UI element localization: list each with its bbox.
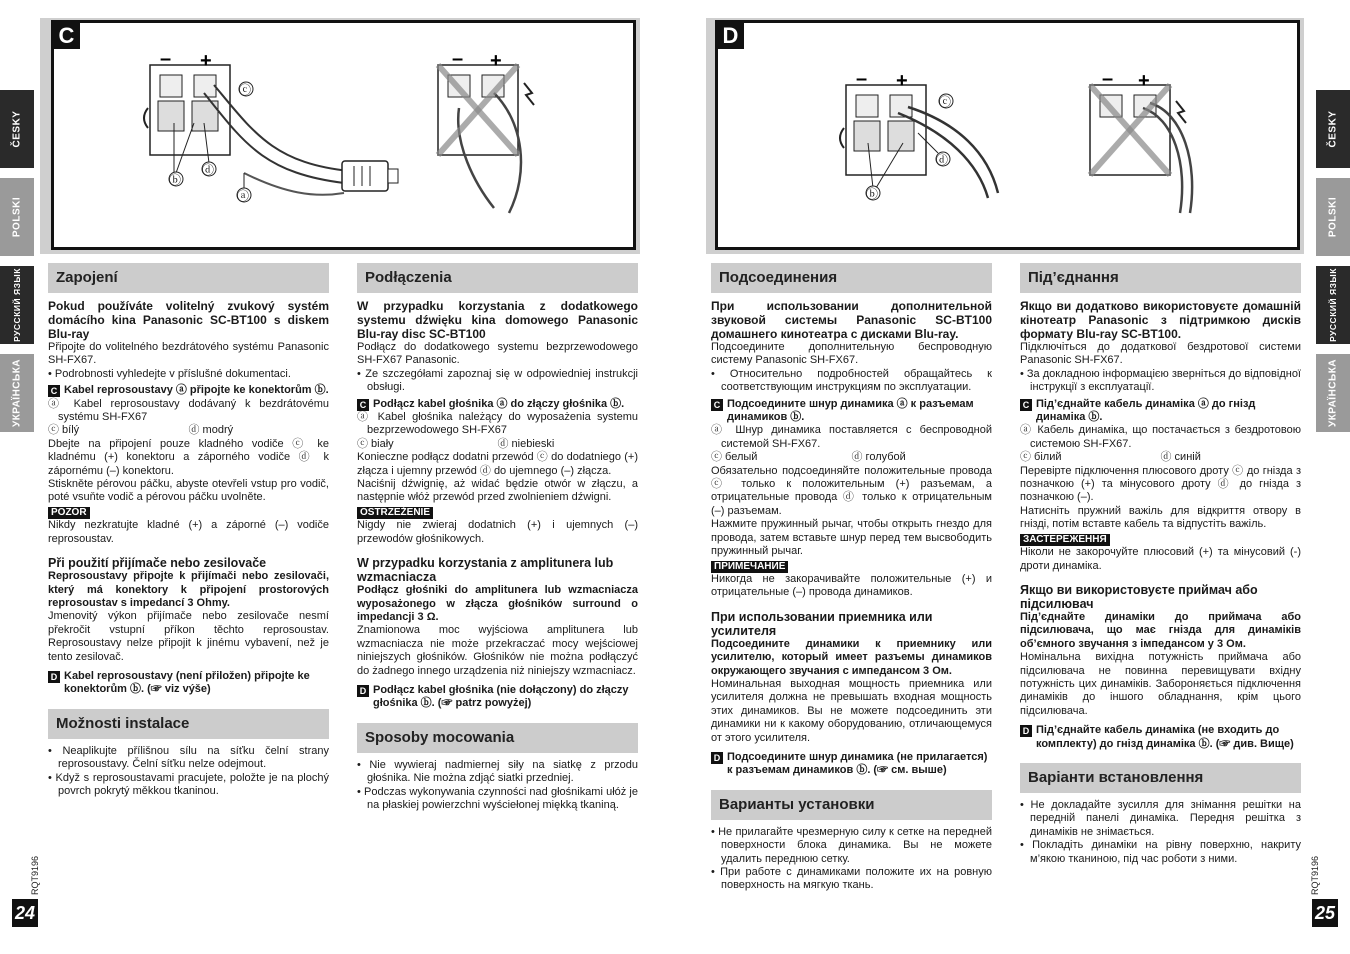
doc-code-left: RQT9196 (30, 855, 40, 895)
warning-badge: ПРИМЕЧАНИЕ (711, 561, 788, 573)
step-letter: D (1020, 725, 1032, 737)
color-d: ⓓ голубой (851, 451, 906, 464)
bullet: • Neaplikujte přílišnou sílu na síťku čelní strany reprosoustavy. Čelní síťku nelze odejmout. (48, 744, 329, 771)
figure-d-label-d: ⓓ (936, 153, 949, 167)
step-text: Під’єднайте кабель динаміка (не входить до комплекту) до гнізд динаміка ⓑ. (☞ див. Вище) (1036, 724, 1294, 750)
bullet: • Не прилагайте чрезмерную силу к сетке на передней поверхности блока динамика. Вы не можете удалить переднюю сетку. (711, 825, 992, 865)
figure-d-wrong-plus: + (1138, 70, 1150, 92)
step-d (711, 751, 992, 778)
bullet: • Když s reprosoustavami pracujete, položte je na plochý povrch pokrytý měkkou tkaninou. (48, 771, 329, 797)
tab-left-polski[interactable]: POLSKI (0, 178, 34, 256)
note-a: ⓐ Шнур динамика поставляется с беспроводной системой SH-FX67. (711, 424, 992, 450)
intro: W przypadku korzystania z dodatkowego systemu dźwięku kina domowego Panasonic Blu-ray disc SC-BT100 (357, 299, 638, 341)
paragraph: Обязательно подсоединяйте положительные провода ⓒ только к положительным (+) разъемам, а отрицательные провода ⓓ только к отрицательным (–) разъемам. (711, 464, 992, 517)
tab-left-ukrainska[interactable]: УКРАЇНСЬКА (0, 354, 34, 432)
color-pair (1020, 451, 1301, 464)
column-russian (711, 263, 992, 893)
color-d: ⓓ niebieski (497, 437, 555, 450)
paragraph: Stiskněte pérovou páčku, abyste otevřeli vstup pro vodič, poté vsuňte vodič a pérovou páčku uvolněte. (48, 478, 329, 504)
bold-paragraph: Podłącz głośniki do amplitunera lub wzmacniacza wyposażonego w złącza głośników surround o impedancji 3 Ω. (357, 584, 638, 623)
color-c: ⓒ белый (711, 451, 758, 464)
paragraph: Konieczne podłącz dodatni przewód ⓒ do dodatniego (+) złącza i ujemny przewód ⓓ do ujemnego (–) złącza. (357, 451, 638, 477)
paragraph: Nigdy nie zwieraj dodatnich (+) i ujemnych (–) przewodów głośnikowych. (357, 519, 638, 545)
step-letter: C (1020, 399, 1032, 411)
tab-left-russkiy[interactable]: РУССКИЙ ЯЗЫК (0, 266, 34, 344)
step-letter: D (48, 671, 60, 683)
section-title: Варіанти встановлення (1020, 763, 1301, 793)
bullet: • Nie wywieraj nadmiernej siły na siatkę z przodu głośnika. Nie można zdjąć siatki przedniej. (357, 758, 638, 785)
section-title: Варианты установки (711, 790, 992, 820)
step-letter: C (357, 399, 369, 411)
step-letter: C (711, 399, 723, 411)
doc-code-right: RQT9196 (1310, 855, 1320, 895)
step-d (1020, 724, 1301, 751)
figure-c-label-b: ⓑ (169, 173, 182, 187)
column-ukrainian (1020, 263, 1301, 866)
intro: При использовании дополнительной звуковой системы Panasonic SC-BT100 домашнего кинотеатра с дисками Blu-ray. (711, 299, 992, 341)
tab-right-ukrainska[interactable]: УКРАЇНСЬКА (1316, 354, 1350, 432)
bold-paragraph: Reprosoustavy připojte k přijímači nebo zesilovači, který má konektory k připojení prostorových reprosoustav s impedancí 3 Ohmy. (48, 570, 329, 609)
column-polish (357, 263, 638, 812)
subheading: W przypadku korzystania z amplitunera lub wzmacniacza (357, 556, 614, 585)
color-pair (48, 424, 329, 437)
bold-paragraph: Подсоедините динамики к приемнику или усилителю, который имеет разъемы динамиков окружающего звучания с импедансом 3 Ом. (711, 637, 992, 677)
figure-c (51, 20, 636, 250)
tab-right-cesky[interactable]: ČESKY (1316, 90, 1350, 168)
color-d: ⓓ синій (1160, 451, 1201, 464)
paragraph: Перевірте підключення плюсового дроту ⓒ до гнізда з позначкою (+) та мінусового дроту ⓓ до гнізда з позначкою (–). (1020, 464, 1301, 504)
paragraph: Připojte do volitelného bezdrátového systému Panasonic SH-FX67. (48, 341, 329, 367)
step-c (48, 384, 329, 397)
step-text: Podłącz kabel głośnika (nie dołączony) do złączy głośnika ⓑ. (☞ patrz powyżej) (373, 683, 629, 710)
color-c: ⓒ biały (357, 437, 394, 450)
figure-d-label-c: ⓒ (939, 95, 952, 109)
figure-c-letter: C (53, 22, 80, 49)
section-title: Podłączenia (357, 263, 638, 293)
warning-badge: OSTRZEŻENIE (357, 507, 433, 519)
paragraph: Dbejte na připojení pouze kladného vodiče ⓒ ke kladnému (+) konektoru a záporného vodiče ⓓ k zápornému (–) konektoru. (48, 437, 329, 477)
step-letter: C (48, 385, 60, 397)
bullet: • Podrobnosti vyhledejte v příslušné dokumentaci. (48, 367, 291, 380)
section-title: Možnosti instalace (48, 709, 329, 739)
warning-badge: ЗАСТЕРЕЖЕННЯ (1020, 534, 1110, 546)
figure-c-plus: + (200, 50, 212, 72)
page-number-left: 24 (12, 899, 38, 927)
column-czech (48, 263, 329, 798)
tab-right-russkiy[interactable]: РУССКИЙ ЯЗЫК (1316, 266, 1350, 344)
step-letter: D (711, 752, 723, 764)
figure-c-label-a: ⓐ (237, 189, 250, 203)
bullet: • За докладною інформацією зверніться до відповідної інструкції з експлуатації. (1020, 367, 1301, 394)
bullet: • Покладіть динаміки на рівну поверхню, накриту м’якою тканиною, під час роботи з ними. (1020, 839, 1301, 865)
paragraph: Номинальная выходная мощность приемника или усилителя должна не превышать входная мощность этих динамиков. Вы не можете подсоединить эти динамики ни к какому оборудованию, отличающемуся от этого усилителя. (711, 677, 992, 744)
paragraph: Nikdy nezkratujte kladné (+) a záporné (–) vodiče reprosoustav. (48, 519, 329, 545)
paragraph: Нажмите пружинный рычаг, чтобы открыть гнездо для провода, затем вставьте шнур перед тем высвободить пружинный рычаг. (711, 518, 992, 558)
section-title: Під’єднання (1020, 263, 1301, 293)
step-letter: D (357, 685, 369, 697)
step-text: Подсоедините шнур динамика (не прилагается) к разъемам динамиков ⓑ. (☞ см. выше) (727, 750, 988, 777)
figure-d-wrong-minus: – (1102, 68, 1114, 90)
figure-d-diagram (718, 23, 1298, 248)
step-text: Podłącz kabel głośnika ⓐ do złączy głośnika ⓑ. (373, 397, 625, 410)
color-c: ⓒ білий (1020, 451, 1062, 464)
paragraph: Podłącz do dodatkowego systemu bezprzewodowego SH-FX67 Panasonic. (357, 341, 638, 367)
figure-c-wrong-plus: + (490, 50, 502, 72)
bullet: • Относительно подробностей обращайтесь к соответствующим инструкциям по эксплуатации. (711, 367, 992, 394)
subheading: Při použití přijímače nebo zesilovače (48, 556, 267, 571)
section-title: Sposoby mocowania (357, 723, 638, 753)
step-text: Подсоедините шнур динамика ⓐ к разъемам динамиков ⓑ. (727, 397, 974, 424)
figure-d-label-b: ⓑ (866, 187, 879, 201)
paragraph: Підключіться до додаткової бездротової системи Panasonic SH-FX67. (1020, 341, 1301, 367)
step-text: Під’єднайте кабель динаміка ⓐ до гнізд динаміка ⓑ. (1036, 397, 1256, 424)
color-d: ⓓ modrý (188, 424, 234, 437)
paragraph: Znamionowa moc wyjściowa amplitunera lub wzmacniacza nie może przekraczać mocy wejściowej niniejszych głośników. Głośników nie można podłączyć do żadnego innego urządzenia niż niniejszy wzmacniacz. (357, 624, 638, 677)
bullet: • Не докладайте зусилля для знімання решітки на передній панелі динаміка. Передня решітка з динаміків не знімається. (1020, 798, 1301, 838)
paragraph: Подсоедините дополнительную беспроводную систему Panasonic SH-FX67. (711, 341, 992, 367)
note-a: ⓐ Кабель динаміка, що постачається з бездротовою системою SH-FX67. (1020, 424, 1301, 450)
note-a: ⓐ Kabel głośnika należący do wyposażenia systemu bezprzewodowego SH-FX67 (357, 411, 638, 437)
tab-right-polski[interactable]: POLSKI (1316, 178, 1350, 256)
bold-paragraph: Під’єднайте динаміки до приймача або підсилювача, що має гнізда для динаміків об’ємного звучання з імпедансом у 3 Ом. (1020, 610, 1301, 650)
figure-c-wrong-minus: – (452, 48, 464, 70)
figure-d (715, 20, 1300, 250)
step-d (357, 684, 638, 711)
figure-d-minus: – (856, 68, 868, 90)
section-title: Подсоединения (711, 263, 992, 293)
bullet: • При работе с динамиками положите их на ровную поверхность на мягкую ткань. (711, 866, 992, 892)
step-c (357, 398, 638, 411)
paragraph: Ніколи не закорочуйте плюсовий (+) та мінусовий (-) дроти динаміка. (1020, 546, 1301, 572)
paragraph: Naciśnij dźwignię, aż widać będzie otwór w złączu, a następnie włóż przewód przed zwolnieniem dźwigni. (357, 478, 638, 504)
step-c (711, 398, 992, 425)
figure-c-label-c: ⓒ (239, 83, 252, 97)
step-c (1020, 398, 1301, 425)
paragraph: Jmenovitý výkon přijímače nebo zesilovače nesmí překročit vstupní příkon těchto reprosoustav. Reprosoustavy nelze připojit k jinému vybavení, než je tento zesilovač. (48, 610, 329, 663)
step-d (48, 670, 329, 697)
intro: Якщо ви додатково використовуєте домашній кінотеатр Panasonic з підтримкою дисків формату Blu-ray SC-BT100. (1020, 299, 1301, 341)
paragraph: Натисніть пружний важіль для відкриття отвору в гнізді, потім вставте кабель та відпустіть важіль. (1020, 504, 1301, 531)
color-pair (357, 438, 638, 451)
step-text: Kabel reprosoustavy ⓐ připojte ke konektorům ⓑ. (64, 384, 329, 397)
section-title: Zapojení (48, 263, 329, 293)
paragraph: Номінальна вихідна потужність приймача або підсилювача не повинна перевищувати вхідну потужність цих динаміків. Забороняється підключення динаміків до іншого обладнання, крім цього підсилювача. (1020, 651, 1301, 717)
subheading: Якщо ви використовуєте приймач або підсилювач (1020, 582, 1258, 611)
tab-left-cesky[interactable]: ČESKY (0, 90, 34, 168)
figure-c-diagram (54, 23, 634, 248)
color-pair (711, 451, 992, 464)
warning-badge: POZOR (48, 507, 90, 519)
figure-c-minus: – (160, 48, 172, 70)
color-c: ⓒ bílý (48, 424, 80, 437)
figure-d-plus: + (896, 70, 908, 92)
page-number-right: 25 (1312, 899, 1338, 927)
note-a: ⓐ Kabel reprosoustavy dodávaný k bezdrátovému systému SH-FX67 (48, 397, 329, 424)
figure-d-letter: D (717, 22, 744, 49)
intro: Pokud používáte volitelný zvukový systém domácího kina Panasonic SC-BT100 s diskem Blu-ray (48, 299, 329, 341)
subheading: При использовании приемника или усилителя (711, 609, 933, 638)
step-text: Kabel reprosoustavy (není přiložen) připojte ke konektorům ⓑ. (☞ viz výše) (64, 669, 310, 696)
figure-c-label-d: ⓓ (202, 163, 215, 177)
bullet: • Podczas wykonywania czynności nad głośnikami ułóż je na płaskiej powierzchni wyściełonej miękką tkaniną. (357, 785, 638, 811)
bullet: • Ze szczegółami zapoznaj się w odpowiedniej instrukcji obsługi. (357, 367, 638, 394)
paragraph: Никогда не закорачивайте положительные (+) и отрицательные (–) провода динамиков. (711, 572, 992, 599)
